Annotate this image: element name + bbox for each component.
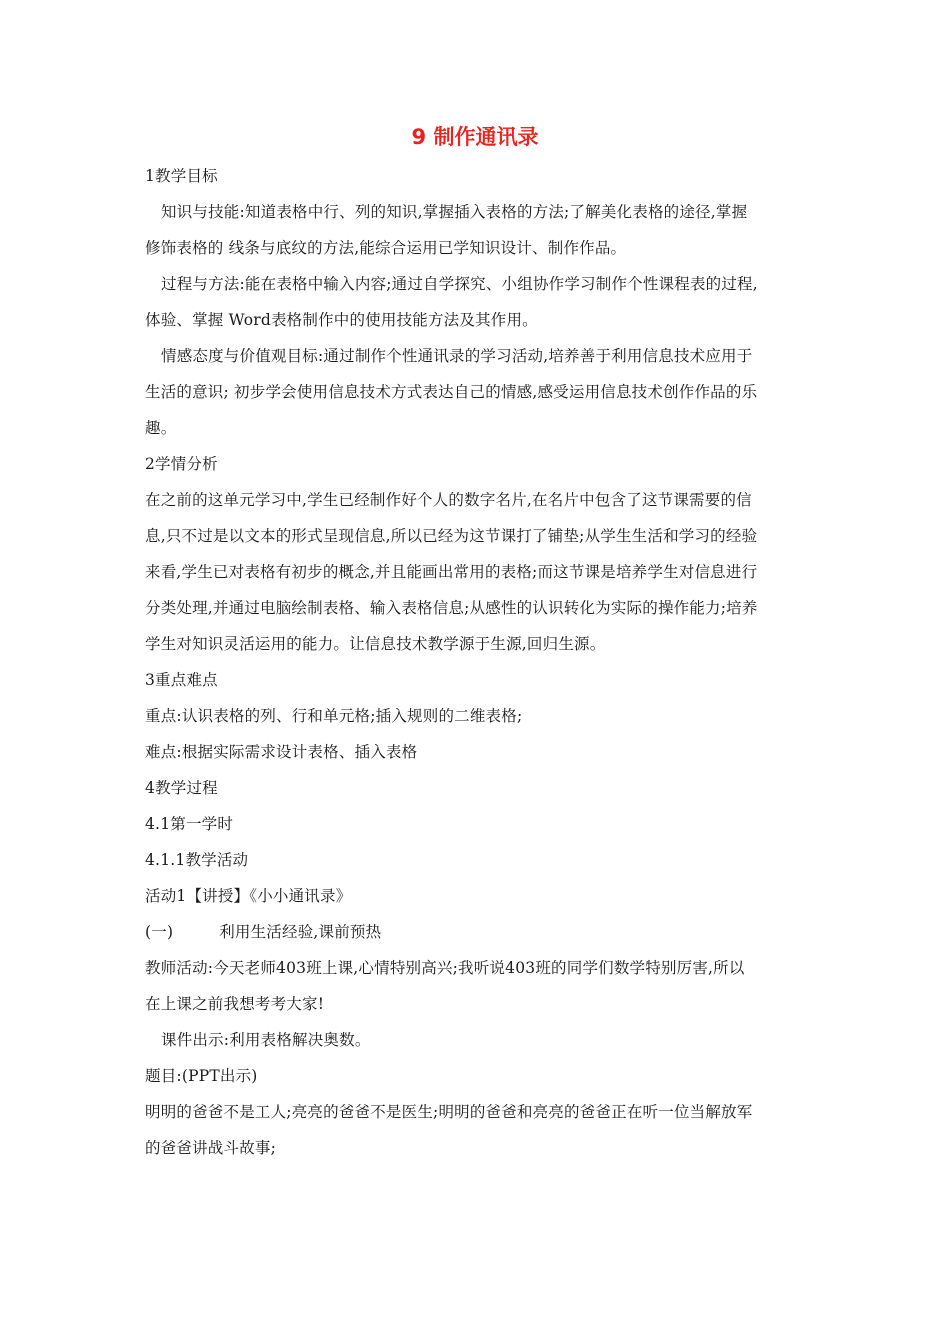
paragraph-line: 体验、掌握 Word表格制作中的使用技能方法及其作用。: [145, 311, 538, 329]
section-heading: 2学情分析: [145, 455, 218, 473]
paragraph-line: 的爸爸讲战斗故事;: [145, 1139, 277, 1157]
paragraph-line: 难点:根据实际需求设计表格、插入表格: [145, 743, 418, 761]
list-item-text: 利用生活经验,课前预热: [219, 923, 382, 941]
section-heading: 4教学过程: [145, 779, 218, 797]
paragraph-line: 在上课之前我想考考大家!: [145, 995, 325, 1013]
paragraph-line: 生活的意识; 初步学会使用信息技术方式表达自己的情感,感受运用信息技术创作作品的乐: [145, 383, 758, 401]
paragraph-line: [145, 914, 810, 950]
paragraph-line: 过程与方法:能在表格中输入内容;通过自学探究、小组协作学习制作个性课程表的过程,: [161, 275, 758, 293]
paragraph-line: 趣。: [145, 419, 177, 437]
document-title: 9 制作通讯录: [411, 125, 539, 149]
paragraph-line: 学生对知识灵活运用的能力。让信息技术教学源于生源,回归生源。: [145, 635, 606, 653]
paragraph-line: 修饰表格的 线条与底纹的方法,能综合运用已学知识设计、制作作品。: [145, 239, 627, 257]
activity-heading: 活动1【讲授】《小小通讯录》: [145, 887, 352, 905]
subsection-heading: 4.1.1教学活动: [145, 851, 249, 869]
paragraph-line: 分类处理,并通过电脑绘制表格、输入表格信息;从感性的认识转化为实际的操作能力;培养: [145, 599, 758, 617]
document-body: [145, 158, 810, 1166]
paragraph-line: 情感态度与价值观目标:通过制作个性通讯录的学习活动,培养善于利用信息技术应用于: [161, 347, 753, 365]
paragraph-line: 明明的爸爸不是工人;亮亮的爸爸不是医生;明明的爸爸和亮亮的爸爸正在听一位当解放军: [145, 1103, 753, 1121]
paragraph-line: 题目:(PPT出示): [145, 1067, 258, 1085]
subsection-heading: 4.1第一学时: [145, 815, 234, 833]
paragraph-line: 息,只不过是以文本的形式呈现信息,所以已经为这节课打了铺垫;从学生生活和学习的经验: [145, 527, 758, 545]
paragraph-line: 重点:认识表格的列、行和单元格;插入规则的二维表格;: [145, 707, 523, 725]
paragraph-line: 知识与技能:知道表格中行、列的知识,掌握插入表格的方法;了解美化表格的途径,掌握: [161, 203, 748, 221]
paragraph-line: 在之前的这单元学习中,学生已经制作好个人的数字名片,在名片中包含了这节课需要的信: [145, 491, 752, 509]
paragraph-line: 课件出示:利用表格解决奥数。: [161, 1031, 371, 1049]
paragraph-line: 来看,学生已对表格有初步的概念,并且能画出常用的表格;而这节课是培养学生对信息进行: [145, 563, 758, 581]
section-heading: 3重点难点: [145, 671, 218, 689]
section-heading: 1教学目标: [145, 167, 218, 185]
list-marker: (一): [145, 923, 174, 941]
paragraph-line: 教师活动:今天老师403班上课,心情特别高兴;我听说403班的同学们数学特别厉害,所以: [145, 959, 745, 977]
